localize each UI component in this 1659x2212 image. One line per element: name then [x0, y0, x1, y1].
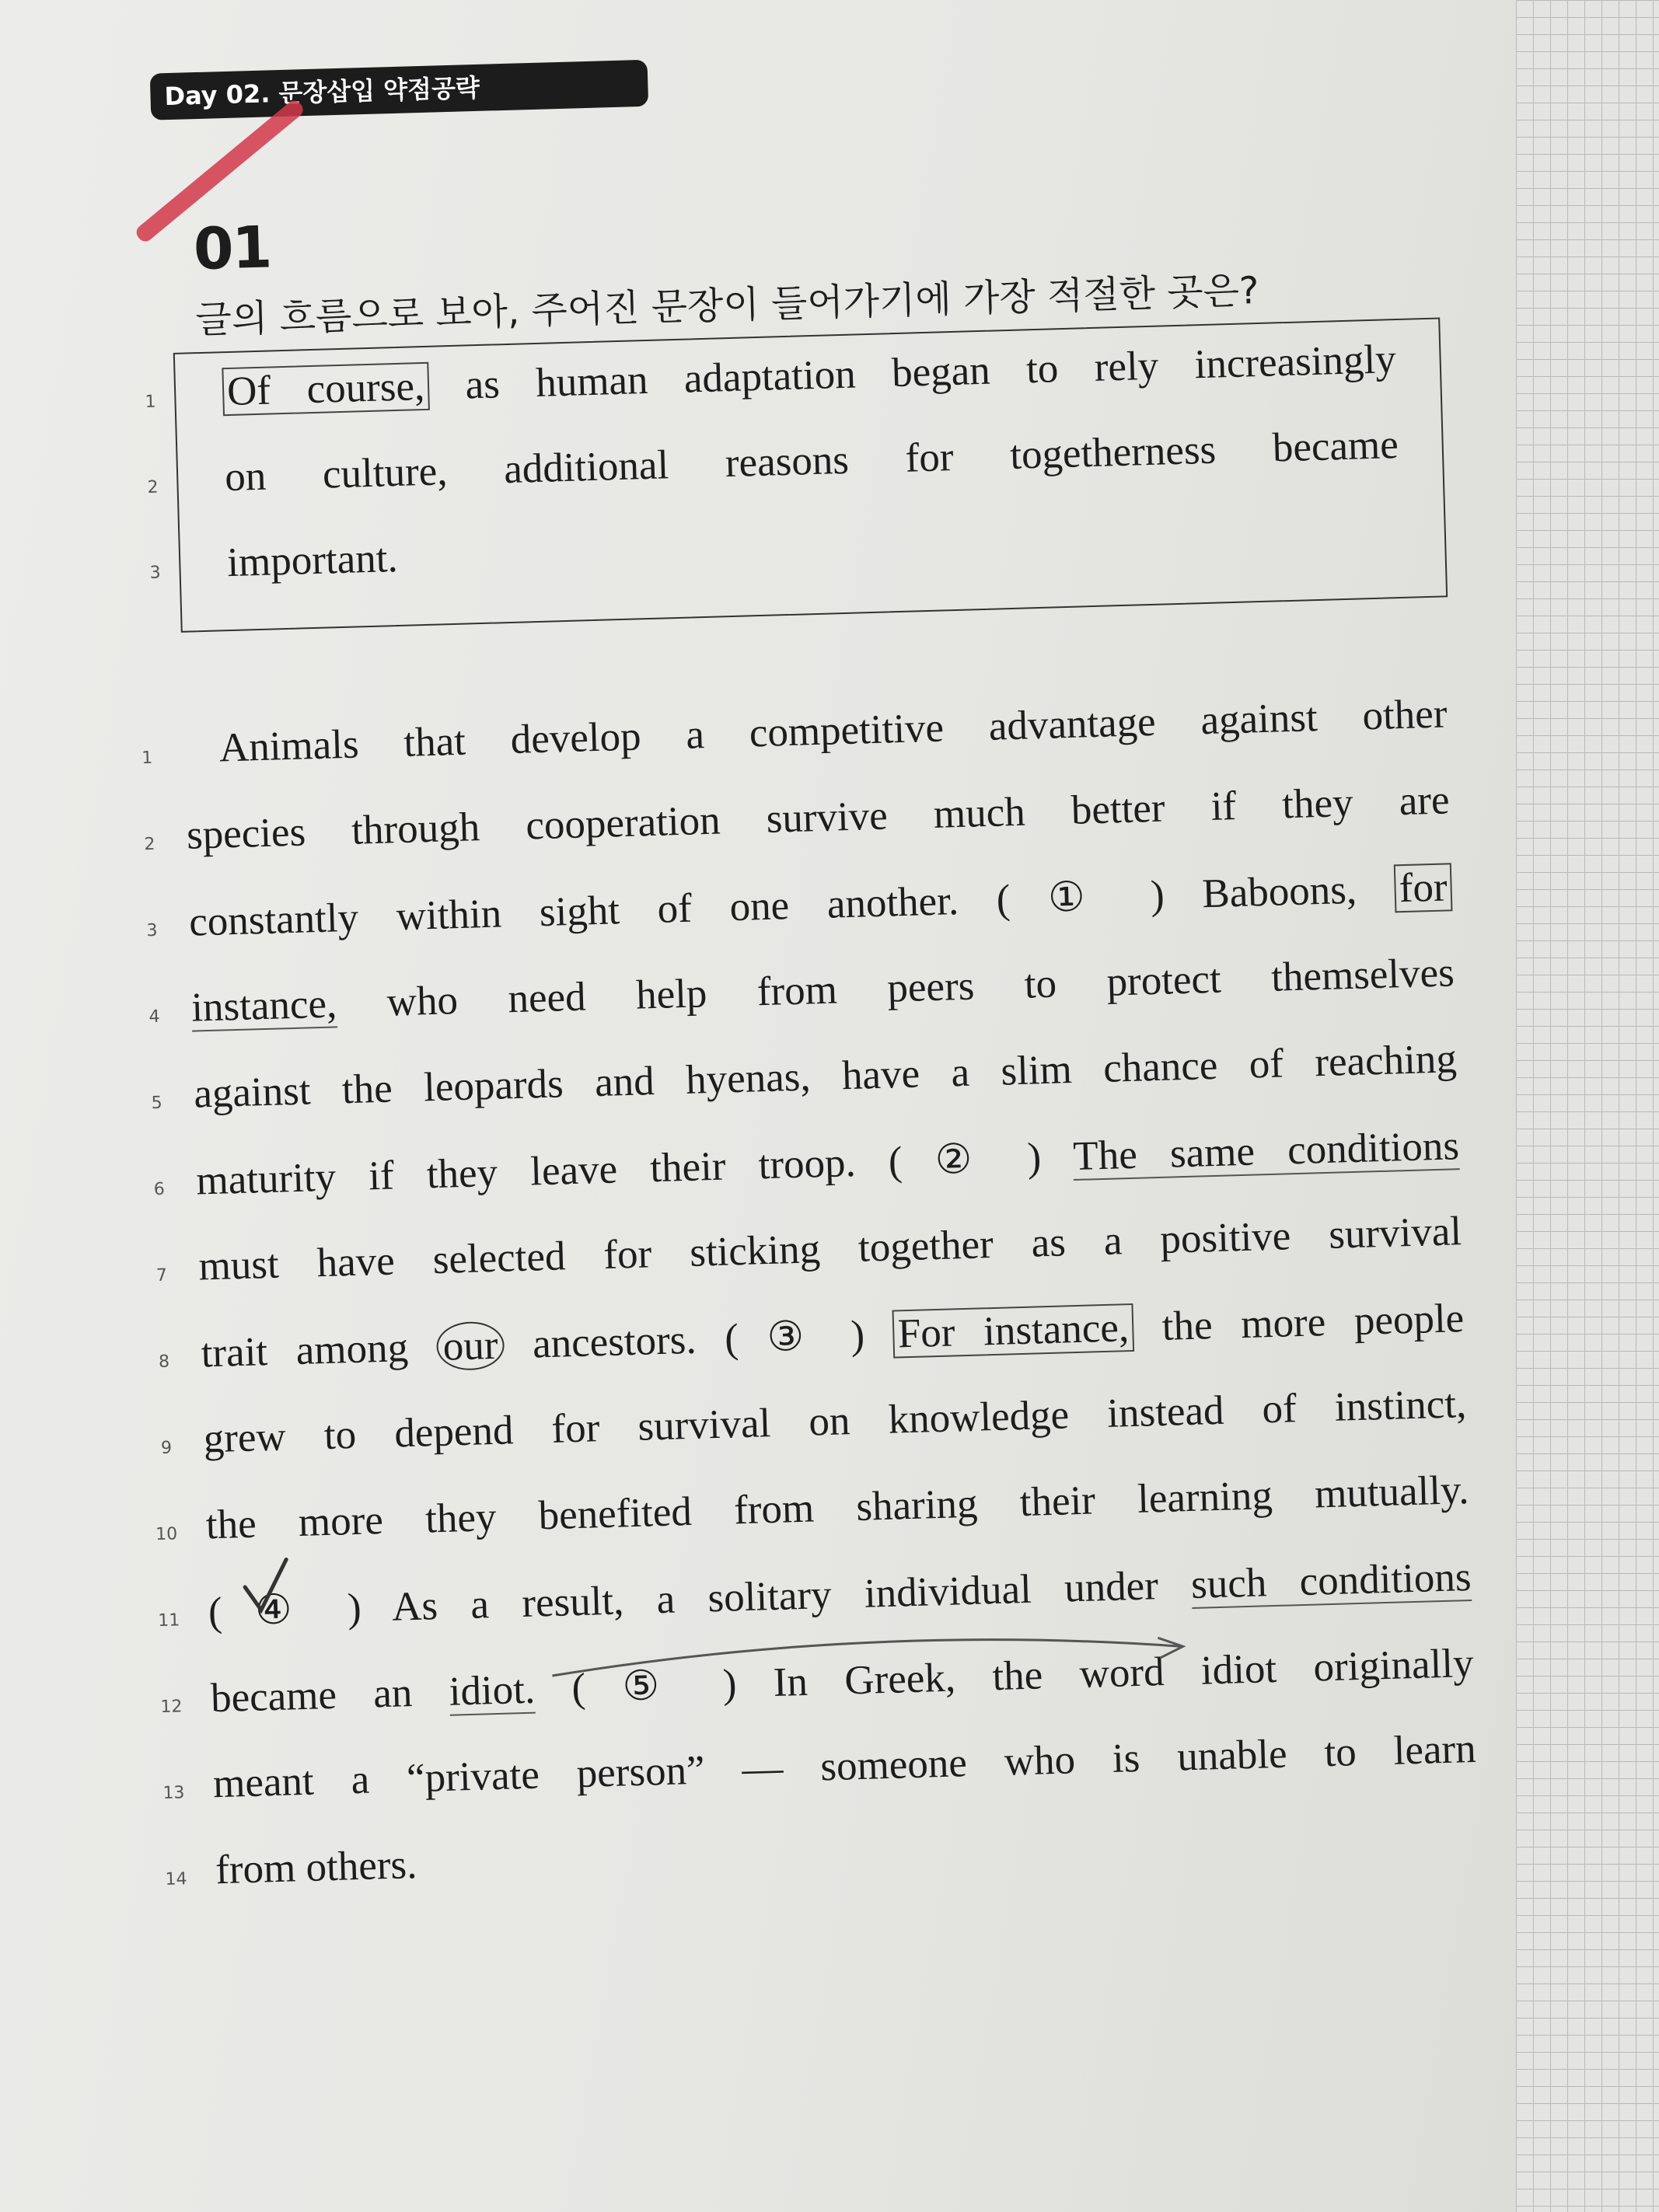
given-line-1: [222, 336, 1396, 415]
passage-line-8-mid: ancestors. ( ③ ): [503, 1311, 894, 1368]
line-number: 14: [165, 1869, 187, 1890]
given-line-3: [226, 535, 398, 586]
line-number: 12: [160, 1697, 183, 1718]
line-number: 9: [160, 1438, 173, 1458]
passage-line-14-text: from others.: [215, 1841, 418, 1893]
line-number: 13: [162, 1783, 185, 1804]
passage-line-9: [203, 1380, 1467, 1462]
passage-line-12-text: became an: [210, 1669, 450, 1722]
passage-line-13: [212, 1725, 1476, 1807]
passage-line-7: [198, 1208, 1462, 1289]
underlined-phrase: instance,: [190, 981, 337, 1031]
passage-line-2-text: species through cooperation survive much better if they are: [186, 777, 1451, 858]
underlined-phrase: The same conditions: [1072, 1123, 1460, 1180]
given-line-2: [224, 421, 1399, 501]
line-number: 1: [141, 748, 153, 769]
passage-line-12-post: ( ⑤ ) In Greek, the word idiot originally: [534, 1640, 1475, 1712]
given-line-2-text: on culture, additional reasons for togetherness became: [224, 422, 1399, 501]
passage-line-8: [201, 1294, 1465, 1376]
passage-line-3: [188, 863, 1452, 945]
header-tab: Day 02. 문장삽입 약점공략: [150, 60, 648, 120]
passage-line-8-post: the more people: [1133, 1296, 1465, 1350]
passage-line-1-text: Animals that develop a competitive advantage against other: [218, 691, 1448, 771]
passage-line-5: [194, 1035, 1458, 1117]
boxed-phrase: Of course,: [222, 362, 430, 416]
passage-line-1: [218, 690, 1448, 771]
passage-line-4-text: who need help from peers to protect themselves: [336, 950, 1455, 1027]
passage-line-11: [208, 1553, 1472, 1635]
passage-line-6-text: maturity if they leave their troop. ( ② ): [195, 1134, 1074, 1204]
boxed-phrase: for: [1394, 863, 1453, 912]
line-number: 11: [157, 1610, 180, 1631]
passage-line-14: [215, 1841, 417, 1893]
line-number: 3: [149, 563, 162, 583]
underlined-phrase: such conditions: [1190, 1554, 1472, 1608]
passage-line-13-text: meant a “private person” — someone who is unable to learn: [212, 1725, 1477, 1807]
passage-line-10: [205, 1467, 1469, 1548]
question-prompt: 글의 흐름으로 보아, 주어진 문장이 들어가기에 가장 적절한 곳은?: [194, 268, 1260, 343]
passage-line-4: [190, 949, 1455, 1031]
passage-line-6: [196, 1122, 1460, 1204]
line-number: 8: [158, 1352, 170, 1372]
passage-line-10-text: the more they benefited from sharing their learning mutually.: [205, 1467, 1470, 1548]
passage-line-8-text: trait among: [200, 1324, 438, 1376]
question-number: 01: [192, 214, 272, 284]
given-sentence-box: [145, 317, 1448, 632]
line-number: 1: [145, 392, 156, 412]
boxed-phrase: For instance,: [892, 1303, 1134, 1359]
line-number: 6: [153, 1179, 166, 1200]
line-number: 10: [155, 1524, 178, 1545]
check-mark-icon: [238, 1554, 294, 1618]
line-number: 4: [148, 1007, 160, 1027]
line-number: 3: [146, 920, 158, 941]
passage-line-3-text: constantly within sight of one another. ( ① ) Baboons,: [188, 866, 1395, 945]
given-line-3-text: important.: [226, 536, 399, 586]
passage-line-7-text: must have selected for sticking together as a positive survival: [197, 1209, 1462, 1289]
line-number: 5: [151, 1093, 163, 1114]
passage-line-11-text: ( ④ ) As a result, a solitary individual under: [208, 1562, 1192, 1635]
underlined-phrase: idiot.: [448, 1666, 536, 1715]
passage-line-2: [186, 776, 1450, 858]
circled-word: our: [436, 1321, 505, 1371]
line-number: 7: [155, 1265, 168, 1286]
line-number: 2: [147, 477, 159, 497]
line-number: 2: [144, 834, 155, 855]
given-line-1-text: as human adaptation began to rely increasingly: [428, 337, 1397, 409]
passage-line-9-text: grew to depend for survival on knowledge instead of instinct,: [202, 1381, 1467, 1462]
passage-line-5-text: against the leopards and hyenas, have a slim chance of reaching: [193, 1036, 1458, 1117]
